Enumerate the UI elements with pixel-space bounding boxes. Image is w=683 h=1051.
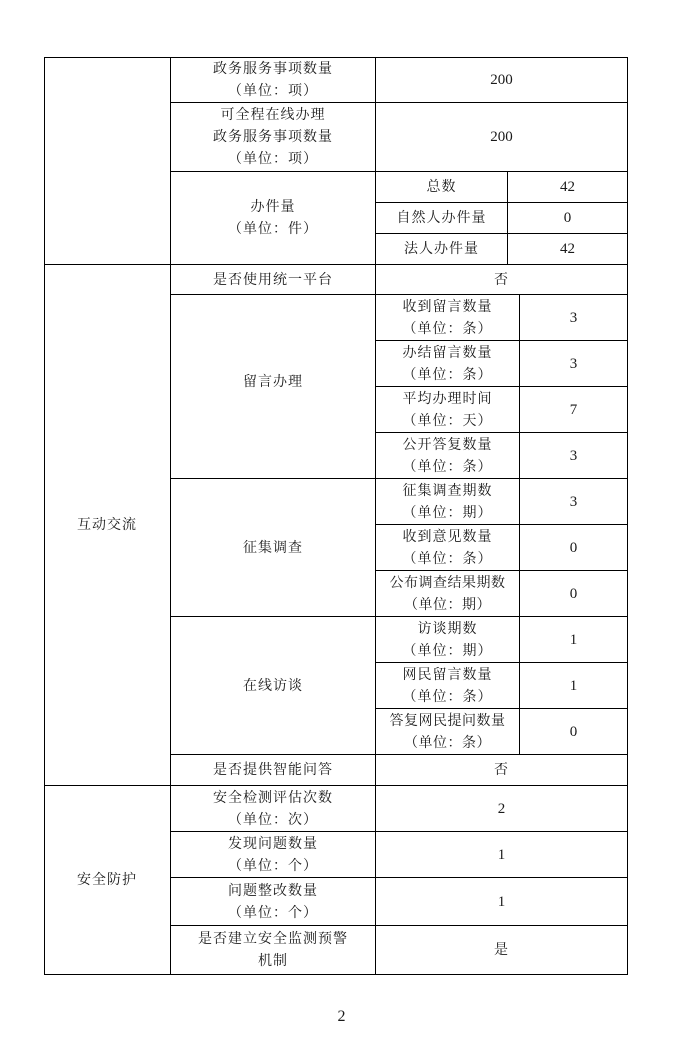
value-survey-periods: 3 xyxy=(520,479,628,525)
value-interview-periods: 1 xyxy=(520,617,628,663)
statistics-table xyxy=(44,57,628,975)
category-title: 互动交流 xyxy=(77,517,137,533)
value-avg-time: 7 xyxy=(520,387,628,433)
label-line: 办结留言数量 xyxy=(402,344,493,361)
value-issues-found: 1 xyxy=(376,832,628,878)
category-title: 安全防护 xyxy=(77,872,137,888)
value-legal: 42 xyxy=(508,234,628,265)
sub-label-survey-periods xyxy=(376,479,520,525)
unit-line: （单位：期） xyxy=(402,642,493,659)
unit-line: （单位：项） xyxy=(228,151,318,167)
row-label-warning-mechanism xyxy=(171,926,376,975)
row-label-unified-platform: 是否使用统一平台 xyxy=(171,265,376,295)
unit-line: （单位：个） xyxy=(228,857,318,874)
group-title: 留言办理 xyxy=(243,373,303,390)
unit-line: （单位：次） xyxy=(228,811,318,828)
value-warning-mechanism: 是 xyxy=(376,926,628,975)
label-line: 可全程在线办理 xyxy=(220,107,326,123)
sub-label-natural: 自然人办件量 xyxy=(376,203,508,234)
sub-label-interview-periods xyxy=(376,617,520,663)
label-line: 收到留言数量 xyxy=(402,298,493,315)
label-line: 公开答复数量 xyxy=(402,436,493,453)
row-label-assessments xyxy=(171,786,376,832)
sub-label-total: 总数 xyxy=(376,172,508,203)
value-issues-fixed: 1 xyxy=(376,878,628,926)
sub-label-opinions xyxy=(376,525,520,571)
label-line: 公布调查结果期数 xyxy=(389,574,506,591)
sub-label-netizen-messages xyxy=(376,663,520,709)
group-label-interview xyxy=(171,617,376,755)
label-line: 问题整改数量 xyxy=(228,882,318,899)
unit-line: （单位：条） xyxy=(402,320,493,337)
sub-label-survey-results xyxy=(376,571,520,617)
sub-label-public-replies xyxy=(376,433,520,479)
row-label-issues-fixed xyxy=(171,878,376,926)
label-line: 政务服务事项数量 xyxy=(213,60,333,77)
category-cell-interaction xyxy=(44,265,171,786)
unit-line: （单位：个） xyxy=(228,904,318,921)
value-completed: 3 xyxy=(520,341,628,387)
label-line: 收到意见数量 xyxy=(402,528,493,545)
unit-line: （单位：期） xyxy=(402,504,493,521)
row-label-handled xyxy=(171,172,376,265)
group-title: 在线访谈 xyxy=(243,677,303,694)
value-natural: 0 xyxy=(508,203,628,234)
unit-line: （单位：条） xyxy=(402,458,493,475)
value-assessments: 2 xyxy=(376,786,628,832)
value-netizen-messages: 1 xyxy=(520,663,628,709)
label-line: 访谈期数 xyxy=(417,620,478,637)
sub-label-legal: 法人办件量 xyxy=(376,234,508,265)
unit-line: （单位：期） xyxy=(404,596,491,613)
unit-line: （单位：条） xyxy=(404,734,491,751)
row-label-items-count xyxy=(171,57,376,103)
label-line: 答复网民提问数量 xyxy=(389,712,506,729)
group-title: 征集调查 xyxy=(243,539,303,556)
label-line: 是否建立安全监测预警 xyxy=(198,931,348,947)
value-smart-qa: 否 xyxy=(376,755,628,786)
label-line: 政务服务事项数量 xyxy=(213,129,333,145)
value-survey-results: 0 xyxy=(520,571,628,617)
label-line: 办件量 xyxy=(250,199,296,215)
unit-line: （单位：件） xyxy=(228,221,318,237)
value-total: 42 xyxy=(508,172,628,203)
group-label-survey xyxy=(171,479,376,617)
label-line: 安全检测评估次数 xyxy=(213,789,333,806)
label-line: 发现问题数量 xyxy=(228,835,318,852)
row-label-smart-qa: 是否提供智能问答 xyxy=(171,755,376,786)
unit-line: （单位：条） xyxy=(402,688,493,705)
label-line: 平均办理时间 xyxy=(402,390,493,407)
label-line: 机制 xyxy=(258,953,288,969)
value-opinions: 0 xyxy=(520,525,628,571)
row-label-issues-found xyxy=(171,832,376,878)
page-number: 2 xyxy=(337,1008,346,1025)
unit-line: （单位：天） xyxy=(402,412,493,429)
value-unified-platform: 否 xyxy=(376,265,628,295)
value-items-count: 200 xyxy=(376,57,628,103)
row-label-online-items xyxy=(171,103,376,172)
group-label-messages xyxy=(171,295,376,479)
label-line: 征集调查期数 xyxy=(402,482,493,499)
sub-label-avg-time xyxy=(376,387,520,433)
unit-line: （单位：条） xyxy=(402,366,493,383)
sub-label-answered xyxy=(376,709,520,755)
category-cell-security xyxy=(44,786,171,975)
value-public-replies: 3 xyxy=(520,433,628,479)
value-online-items: 200 xyxy=(376,103,628,172)
label-line: 网民留言数量 xyxy=(402,666,493,683)
unit-line: （单位：条） xyxy=(402,550,493,567)
sub-label-received xyxy=(376,295,520,341)
sub-label-completed xyxy=(376,341,520,387)
category-cell-gov-service xyxy=(44,57,171,265)
unit-line: （单位：项） xyxy=(228,82,318,99)
value-answered: 0 xyxy=(520,709,628,755)
value-received: 3 xyxy=(520,295,628,341)
